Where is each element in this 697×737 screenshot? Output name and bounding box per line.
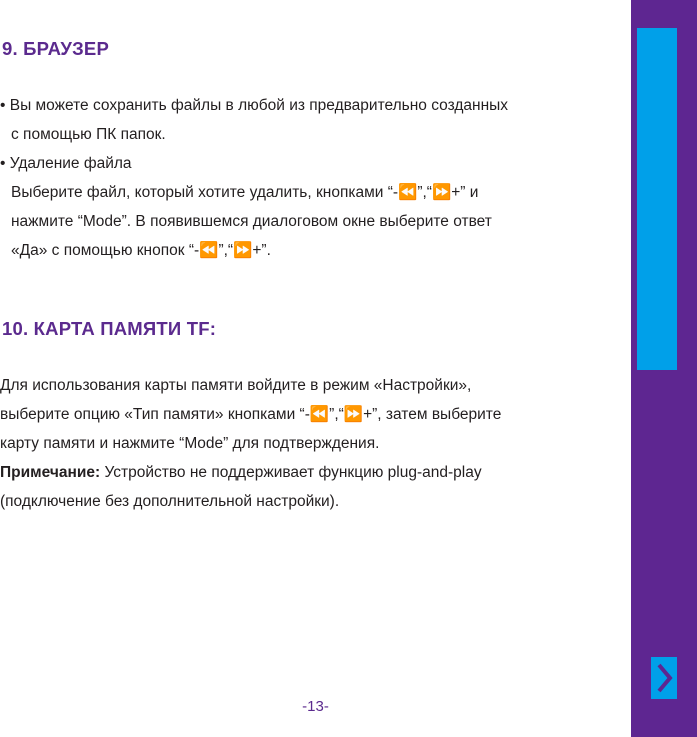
page-number: -13- [302, 698, 329, 715]
section-9-line-5: нажмите “Mode”. В появившемся диалоговом окне выберите ответ [11, 213, 492, 230]
note-label: Примечание: [0, 464, 101, 481]
section-9-line-2: с помощью ПК папок. [11, 126, 166, 143]
section-9-line-6: «Да» с помощью кнопок “-⏪”,“⏩+”. [11, 242, 271, 259]
section-9-line-4: Выберите файл, который хотите удалить, кнопками “-⏪”,“⏩+” и [11, 184, 479, 201]
section-9-line-3: • Удаление файла [0, 155, 132, 172]
section-10-note-line-2: (подключение без дополнительной настройки). [0, 493, 340, 510]
section-10-title: 10. КАРТА ПАМЯТИ TF: [2, 318, 217, 339]
section-9-title: 9. БРАУЗЕР [2, 38, 110, 59]
next-page-button[interactable] [651, 657, 677, 699]
section-10-line-2: выберите опцию «Тип памяти» кнопками “-⏪”,“⏩+”, затем выберите [0, 406, 502, 423]
section-10-line-1: Для использования карты памяти войдите в режим «Настройки», [0, 377, 472, 394]
section-tab [637, 28, 677, 370]
section-10-note [0, 463, 482, 483]
section-9-line-1: • Вы можете сохранить файлы в любой из предварительно созданных [0, 97, 509, 114]
note-text: Устройство не поддерживает функцию plug-and-play [100, 464, 482, 481]
section-10-line-3: карту памяти и нажмите “Mode” для подтверждения. [0, 435, 380, 452]
chevron-right-icon [651, 657, 677, 699]
